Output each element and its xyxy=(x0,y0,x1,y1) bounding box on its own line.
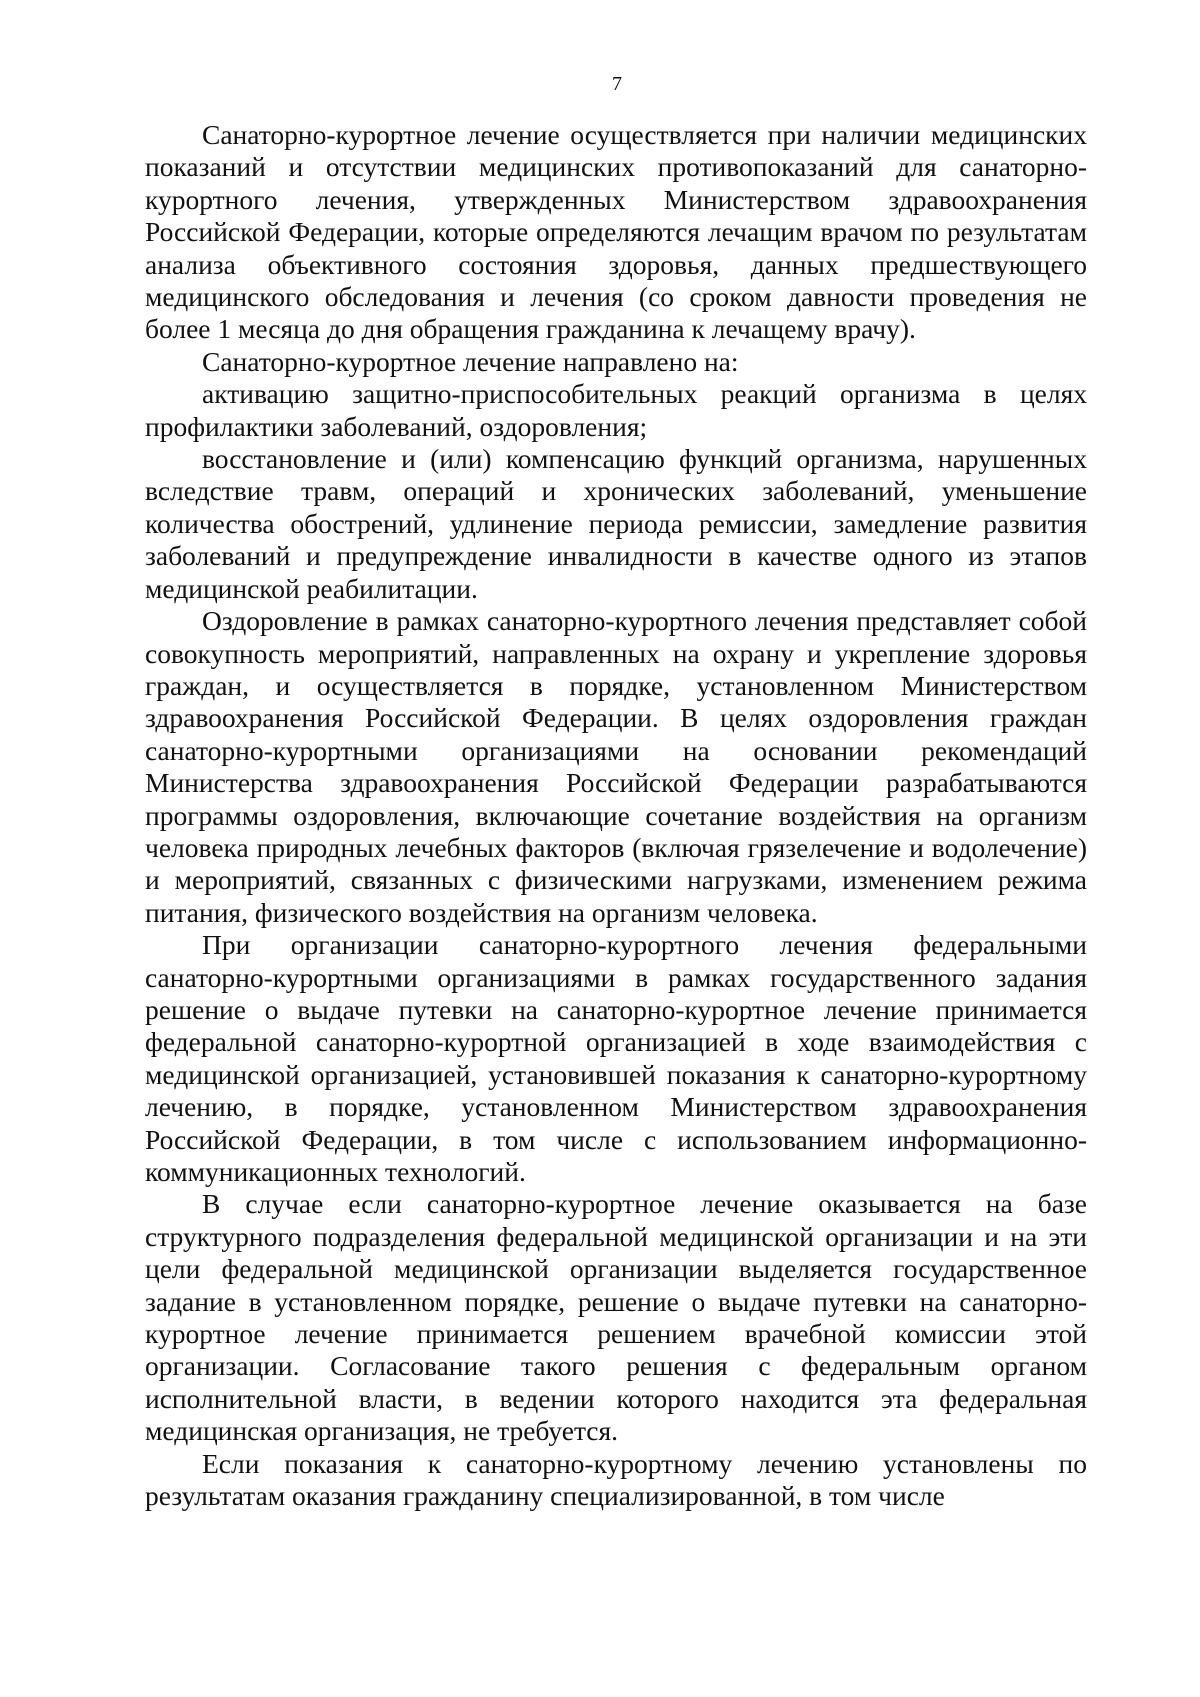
paragraph-federal-organizations: При организации санаторно-курортного лечения федеральными санаторно-курортными организациями в рамках государственного задания решение о выдаче путевки на санаторно-курортное лечение принимается федеральной санаторно-курортной организацией в ходе взаимодействия с медицинской организацией, установившей показания к санаторно-курортному лечению, в порядке, установленном Министерством здравоохранения Российской Федерации, в том числе с использованием информационно-коммуникационных технологий. xyxy=(145,929,1087,1187)
paragraph-treatment-indications: Санаторно-курортное лечение осуществляется при наличии медицинских показаний и отсутствии медицинских противопоказаний для санаторно-курортного лечения, утвержденных Министерством здравоохранения Российской Федерации, которые определяются лечащим врачом по результатам анализа объективного состояния здоровья, данных предшествующего медицинского обследования и лечения (со сроком давности проведения не более 1 месяца до дня обращения гражданина к лечащему врачу). xyxy=(145,119,1087,345)
paragraph-health-improvement: Оздоровление в рамках санаторно-курортного лечения представляет собой совокупность мероприятий, направленных на охрану и укрепление здоровья граждан, и осуществляется в порядке, установленном Министерством здравоохранения Российской Федерации. В целях оздоровления граждан санаторно-курортными организациями на основании рекомендаций Министерства здравоохранения Российской Федерации разрабатываются программы оздоровления, включающие сочетание воздействия на организм человека природных лечебных факторов (включая грязелечение и водолечение) и мероприятий, связанных с физическими нагрузками, изменением режима питания, физического воздействия на организм человека. xyxy=(145,605,1087,928)
paragraph-structural-division: В случае если санаторно-курортное лечение оказывается на базе структурного подразделения федеральной медицинской организации и на эти цели федеральной медицинской организации выделяется государственное задание в установленном порядке, решение о выдаче путевки на санаторно-курортное лечение принимается решением врачебной комиссии этой организации. Согласование такого решения с федеральным органом исполнительной власти, в ведении которого находится эта федеральная медицинская организация, не требуется. xyxy=(145,1188,1087,1447)
paragraph-specialized-care: Если показания к санаторно-курортному лечению установлены по результатам оказания гражданину специализированной, в том числе xyxy=(145,1447,1087,1512)
document-body xyxy=(145,119,1087,1512)
paragraph-treatment-aims-intro: Санаторно-курортное лечение направлено на: xyxy=(202,345,739,377)
page-number: 7 xyxy=(612,73,622,95)
paragraph-aim-restoration: восстановление и (или) компенсацию функций организма, нарушенных вследствие травм, операций и хронических заболеваний, уменьшение количества обострений, удлинение периода ремиссии, замедление развития заболеваний и предупреждение инвалидности в качестве одного из этапов медицинской реабилитации. xyxy=(145,443,1087,604)
paragraph-aim-activation: активацию защитно-приспособительных реакций организма в целях профилактики заболеваний, оздоровления; xyxy=(145,378,1087,442)
